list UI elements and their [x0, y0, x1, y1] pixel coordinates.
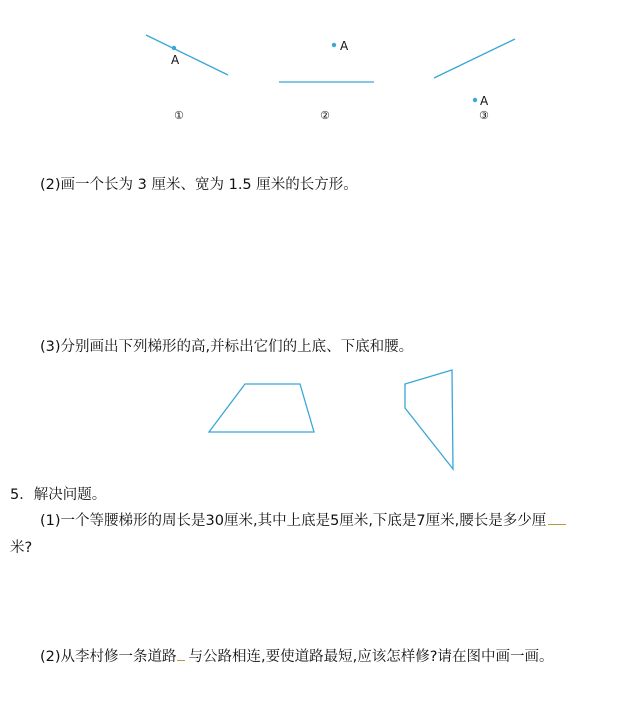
figure3-point	[473, 98, 477, 102]
figure2-number: ②	[320, 109, 330, 122]
trapezoid-1	[209, 384, 314, 432]
question-5-2-text-a: (2)从李村修一条道路	[40, 649, 177, 665]
figure1-point	[172, 46, 176, 50]
figure3-line	[434, 39, 515, 78]
figure2-point	[332, 43, 336, 47]
figure1-number: ①	[174, 109, 184, 122]
figure3-number: ③	[479, 109, 489, 122]
question-5-2	[40, 648, 553, 666]
trapezoid-2	[405, 370, 453, 469]
figure1-point-label: A	[171, 53, 180, 67]
section-5-title: 5．解决问题。	[10, 487, 107, 503]
question-5-1-line2: 米?	[10, 540, 33, 556]
figure3-point-label: A	[480, 94, 489, 108]
question-4-2: (2)画一个长为 3 厘米、宽为 1.5 厘米的长方形。	[40, 177, 358, 193]
inline-blank	[177, 659, 185, 661]
figure1-line	[146, 35, 228, 75]
question-5-1-line1	[40, 512, 566, 530]
figure2-point-label: A	[340, 39, 349, 53]
question-5-1-text: (1)一个等腰梯形的周长是30厘米,其中上底是5厘米,下底是7厘米,腰长是多少厘	[40, 513, 547, 529]
question-5-2-text-b: 与公路相连,要使道路最短,应该怎样修?请在图中画一画。	[188, 649, 554, 665]
answer-blank	[548, 523, 566, 525]
question-4-3: (3)分别画出下列梯形的高,并标出它们的上底、下底和腰。	[40, 339, 414, 355]
